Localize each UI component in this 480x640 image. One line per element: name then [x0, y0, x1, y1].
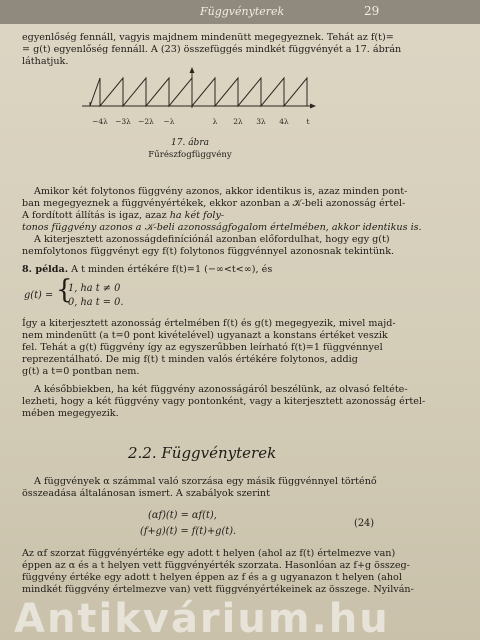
text-line: egyenlőség fennáll, vagyis majdnem mindenütt megegyeznek. Tehát az f(t)=: [22, 32, 394, 43]
equation-number: (24): [354, 518, 375, 529]
text-line: függvény értéke egy adott t helyen éppen az f és a g ugyanazon t helyen (ahol: [22, 572, 402, 583]
text-line: fel. Tehát a g(t) függvény így az egyszerűbben leírható f(t)=1 függvénnyel: [22, 342, 383, 353]
text-line: Amikor két folytonos függvény azonos, akkor identikus is, azaz minden pont-: [34, 186, 408, 197]
case-brace: {: [56, 275, 73, 305]
example-lhs: g(t) =: [24, 290, 54, 301]
x-axis-arrow: [310, 104, 316, 109]
sawtooth-figure: [80, 66, 320, 138]
tick-label: −4λ: [92, 117, 108, 126]
running-title: Függvényterek: [200, 5, 285, 18]
text-line: mében megegyezik.: [22, 408, 119, 419]
text-line: láthatjuk.: [22, 56, 69, 67]
text-span-italic: ha két foly-: [169, 210, 225, 221]
figure-caption-title: Fűrészfogfüggvény: [148, 150, 232, 160]
text-line: nemfolytonos függvényt egy f(t) folytonos függvénnyel azonosnak tekintünk.: [22, 246, 395, 257]
text-line: nem mindenütt (a t=0 pont kivételével) ugyanazt a konstans értéket veszik: [22, 330, 388, 341]
text-line: Az αf szorzat függvényértéke egy adott t helyen (ahol az f(t) értelmezve van): [22, 548, 396, 559]
equation-line-1: (αf)(t) = αf(t),: [148, 510, 217, 521]
tick-label: −λ: [163, 117, 175, 126]
text-line: [22, 210, 224, 222]
text-line: lezheti, hogy a két függvény vagy pontonként, vagy a kiterjesztett azonosság értel-: [22, 396, 426, 407]
figure-caption-number: 17. ábra: [171, 138, 209, 148]
tick-label: t: [306, 117, 310, 126]
tick-label: −3λ: [115, 117, 131, 126]
tick-labels: [92, 117, 309, 126]
section-title: 2.2. Függvényterek: [128, 444, 277, 462]
watermark: Antikvárium.hu: [14, 596, 390, 640]
tick-label: 4λ: [279, 117, 289, 126]
text-line: g(t) a t=0 pontban nem.: [22, 366, 140, 377]
text-line: mindkét függvény értelmezve van) vett függvényértékeinek az összege. Nyilván-: [22, 584, 414, 595]
text-line: A későbbiekben, ha két függvény azonosságáról beszélünk, az olvasó feltéte-: [34, 384, 408, 395]
case-1: 1, ha t ≠ 0: [68, 283, 121, 294]
text-line: Így a kiterjesztett azonosság értelmében f(t) és g(t) megegyezik, mivel majd-: [22, 318, 396, 329]
y-axis-arrow: [190, 67, 195, 73]
page-header: [0, 0, 480, 24]
text-line: A függvények α számmal való szorzása egy másik függvénnyel történő: [34, 476, 377, 487]
text-line: összeadása általánosan ismert. A szabályok szerint: [22, 488, 270, 499]
page-number: 29: [364, 4, 380, 18]
text-span: A fordított állítás is igaz, azaz: [22, 210, 167, 221]
case-2: 0, ha t = 0.: [68, 297, 124, 308]
text-line: éppen az α és a t helyen vett függvényérték szorzata. Hasonlóan az f+g összeg-: [22, 560, 410, 571]
tick-label: 3λ: [256, 117, 266, 126]
sawtooth-curve: [90, 78, 307, 106]
text-line-italic: tonos függvény azonos a 𝒦-beli azonosságfogalom értelmében, akkor identikus is.: [22, 222, 422, 233]
text-line: A kiterjesztett azonosságdefiníciónál azonban előfordulhat, hogy egy g(t): [34, 234, 390, 245]
example-intro: A t minden értékére f(t)=1 (−∞<t<∞), és: [71, 264, 273, 275]
tick-label: λ: [212, 117, 218, 126]
example-label: 8. példa.: [22, 264, 69, 275]
equation-line-2: (f+g)(t) = f(t)+g(t).: [140, 526, 237, 537]
text-line: = g(t) egyenlőség fennáll. A (23) összefüggés mindkét függvényét a 17. ábrán: [22, 44, 402, 55]
tick-label: 2λ: [233, 117, 243, 126]
text-line: ban megegyeznek a függvényértékek, ekkor azonban a 𝒦-beli azonosság értel-: [22, 198, 406, 209]
tick-label: −2λ: [138, 117, 154, 126]
text-line: reprezentálható. De mig f(t) t minden valós értékére folytonos, addig: [22, 354, 358, 365]
